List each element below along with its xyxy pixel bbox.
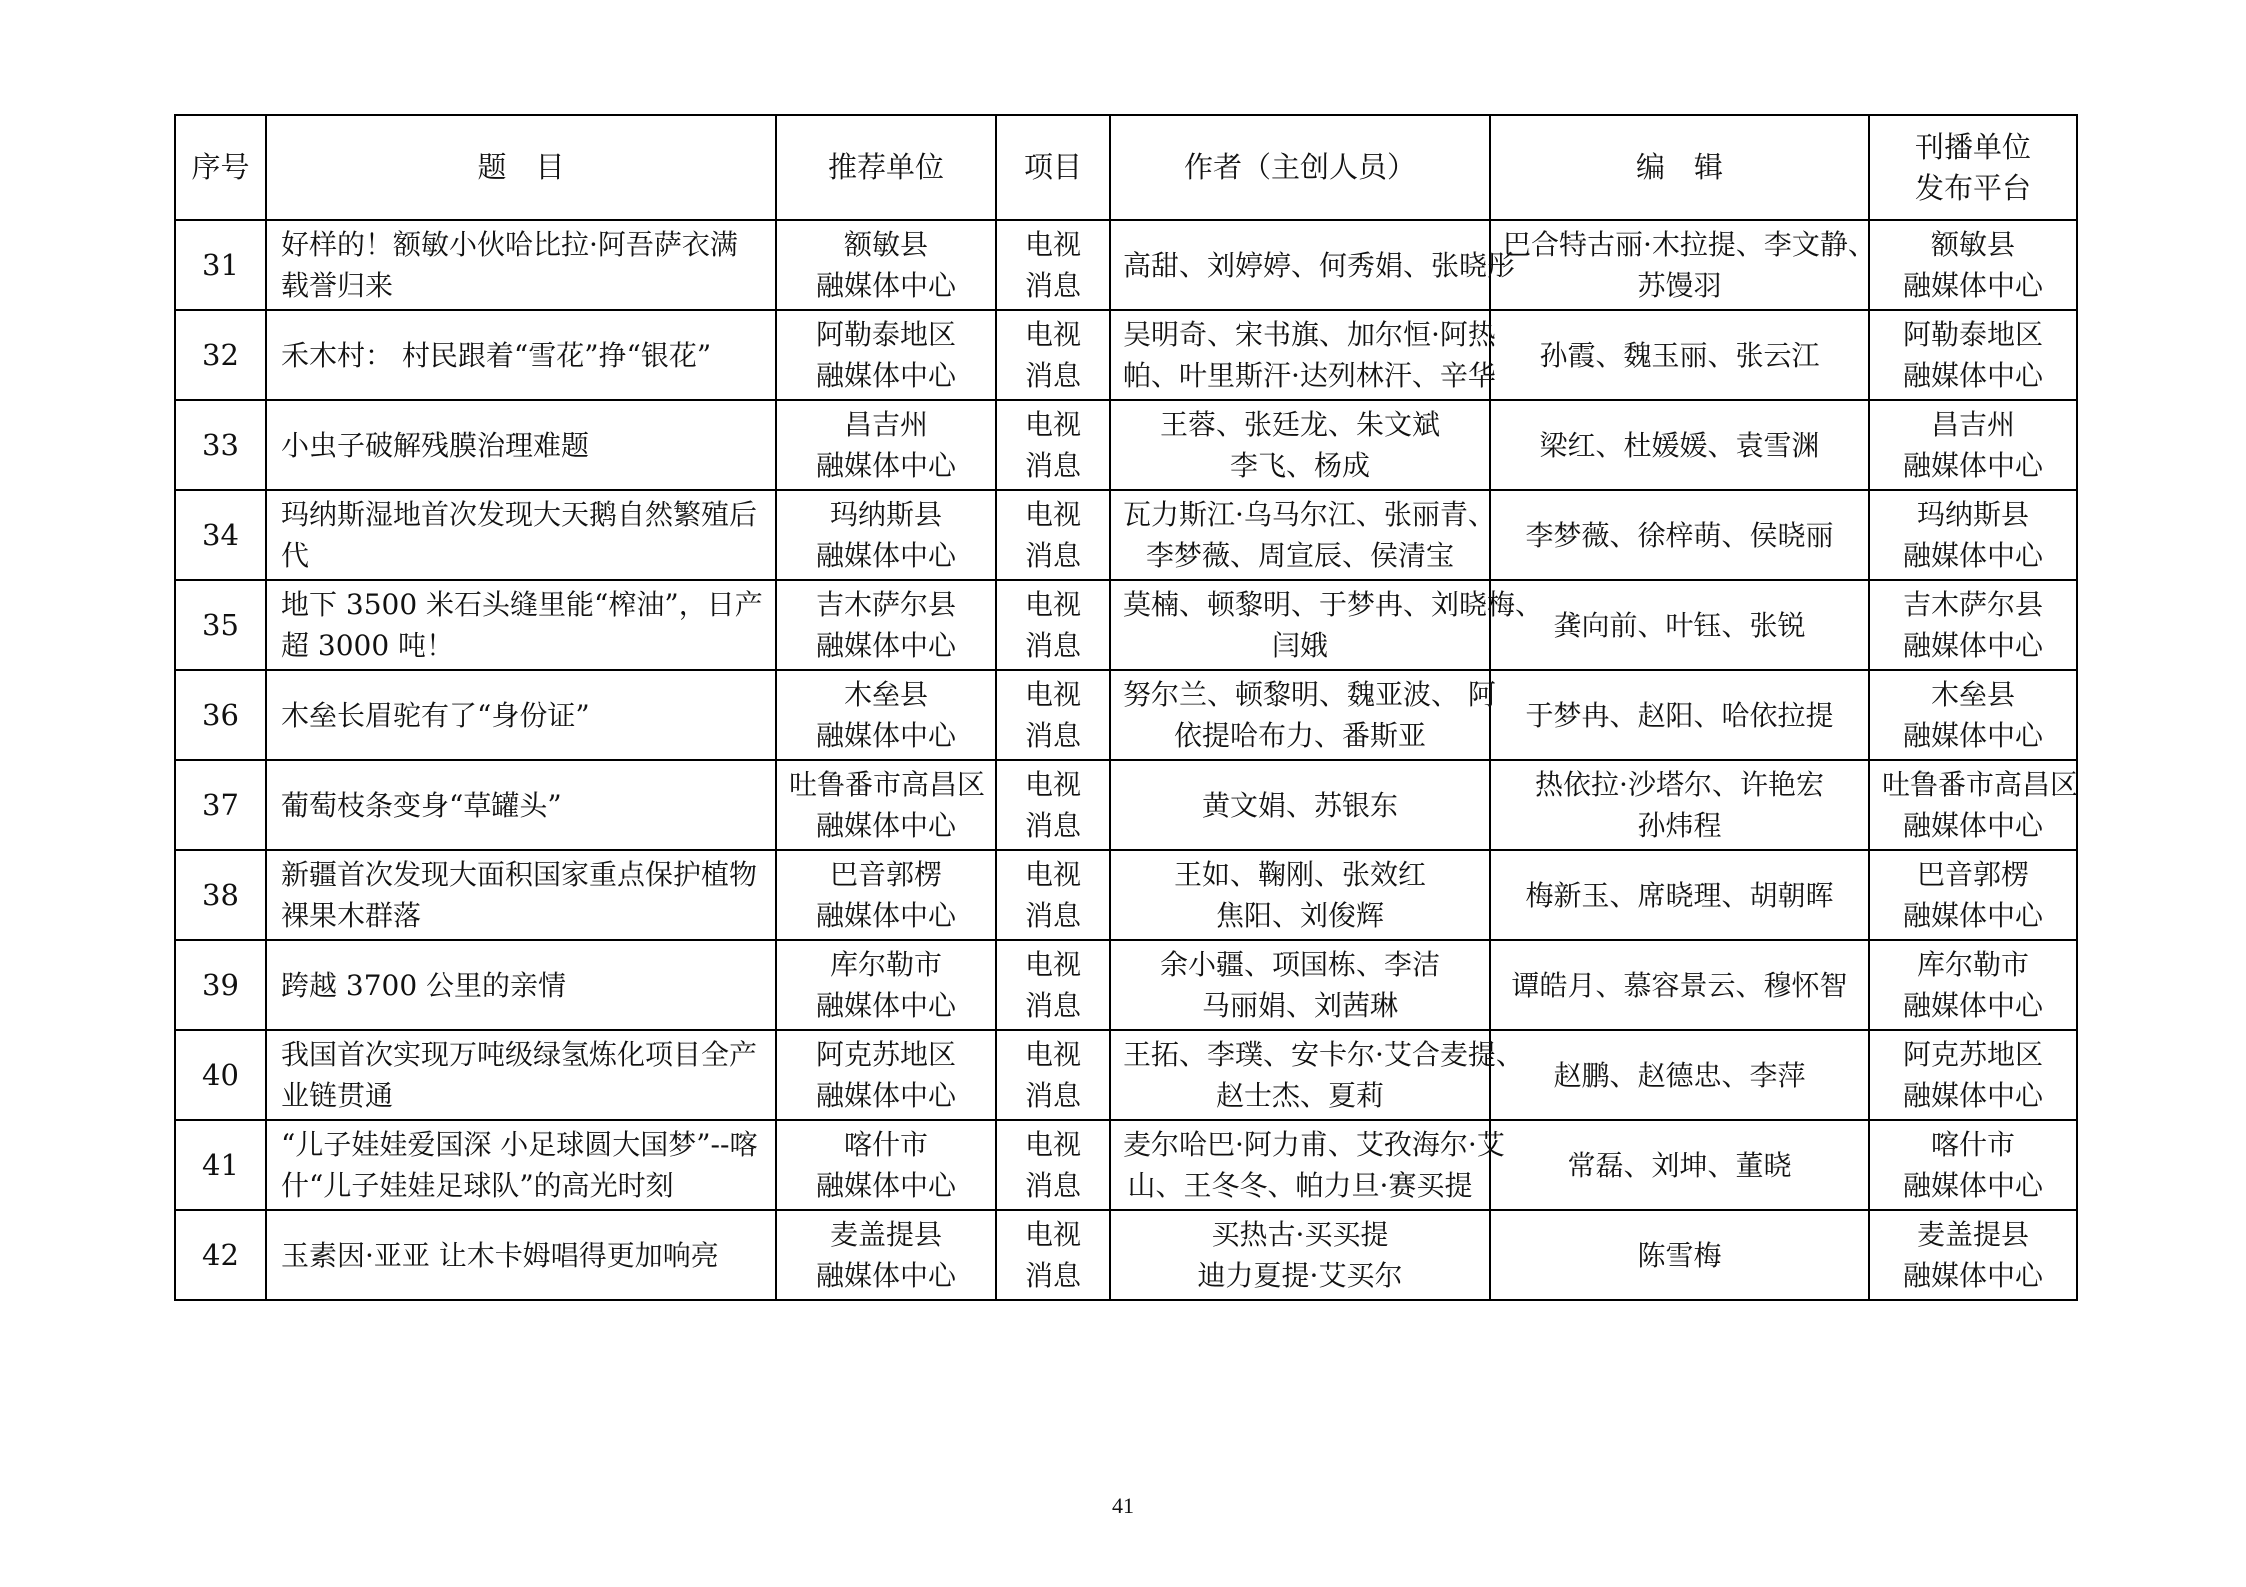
cell-editor <box>1490 490 1869 580</box>
header-item: 项目 <box>996 115 1110 220</box>
cell-unit <box>776 940 996 1030</box>
cell-author-line: 努尔兰、顿黎明、魏亚波、 阿 <box>1123 678 1496 711</box>
cell-unit-line: 吐鲁番市高昌区 <box>789 768 986 801</box>
cell-item-line: 电视 <box>1024 1128 1081 1161</box>
table-row <box>175 850 2077 940</box>
cell-publisher <box>1869 670 2077 760</box>
cell-unit-line: 融媒体中心 <box>815 1079 956 1112</box>
cell-unit-line: 阿克苏地区 <box>815 1038 956 1071</box>
cell-author <box>1110 1210 1490 1300</box>
cell-publisher-line: 库尔勒市 <box>1916 948 2029 981</box>
cell-editor <box>1490 310 1869 400</box>
cell-author-line: 麦尔哈巴·阿力甫、艾孜海尔·艾 <box>1123 1128 1505 1161</box>
cell-seq: 38 <box>175 850 266 940</box>
cell-seq: 35 <box>175 580 266 670</box>
cell-unit <box>776 490 996 580</box>
cell-publisher-line: 玛纳斯县 <box>1916 498 2029 531</box>
cell-title: 玛纳斯湿地首次发现大天鹅自然繁殖后代 <box>266 490 776 580</box>
cell-publisher-line: 融媒体中心 <box>1902 1079 2043 1112</box>
cell-author-line: 李飞、杨成 <box>1229 449 1370 482</box>
cell-unit <box>776 310 996 400</box>
cell-publisher <box>1869 220 2077 310</box>
cell-item-line: 电视 <box>1024 948 1081 981</box>
cell-author-line: 买热古·买买提 <box>1211 1218 1389 1251</box>
cell-author-line: 高甜、刘婷婷、何秀娟、张晓彤 <box>1123 248 1516 282</box>
cell-publisher-line: 融媒体中心 <box>1902 629 2043 662</box>
cell-seq: 34 <box>175 490 266 580</box>
cell-unit <box>776 1210 996 1300</box>
cell-unit-line: 融媒体中心 <box>815 449 956 482</box>
cell-seq: 31 <box>175 220 266 310</box>
cell-unit-line: 麦盖提县 <box>829 1218 942 1251</box>
cell-item-line: 消息 <box>1024 269 1081 302</box>
cell-item <box>996 490 1110 580</box>
cell-item <box>996 220 1110 310</box>
cell-author-line: 王如、鞠刚、张效红 <box>1173 858 1426 891</box>
cell-title: 小虫子破解残膜治理难题 <box>266 400 776 490</box>
cell-editor <box>1490 220 1876 310</box>
cell-author <box>1110 760 1490 850</box>
cell-item <box>996 580 1110 670</box>
cell-publisher-line: 巴音郭楞 <box>1916 858 2029 891</box>
cell-author <box>1110 1120 1505 1210</box>
cell-title: 禾木村： 村民跟着“雪花”挣“银花” <box>266 310 776 400</box>
cell-item-line: 消息 <box>1024 719 1081 752</box>
cell-item-line: 消息 <box>1024 989 1081 1022</box>
cell-publisher <box>1869 580 2077 670</box>
cell-author-line: 李梦薇、周宣辰、侯清宝 <box>1145 539 1454 572</box>
cell-item <box>996 400 1110 490</box>
table-row <box>175 1210 2077 1300</box>
cell-unit <box>776 400 996 490</box>
cell-author-line: 余小疆、项国栋、李洁 <box>1159 948 1440 981</box>
cell-author-line: 帕、叶里斯汗·达列林汗、辛华 <box>1123 359 1496 392</box>
cell-author-line: 依提哈布力、番斯亚 <box>1173 719 1426 752</box>
cell-item <box>996 940 1110 1030</box>
table-row <box>175 580 2077 670</box>
cell-publisher-line: 额敏县 <box>1930 228 2015 261</box>
cell-unit-line: 融媒体中心 <box>815 539 956 572</box>
cell-unit <box>776 670 996 760</box>
cell-author-line: 焦阳、刘俊辉 <box>1215 899 1384 932</box>
header-publisher-line: 刊播单位 <box>1914 129 2031 164</box>
cell-item-line: 电视 <box>1024 678 1081 711</box>
cell-unit-line: 融媒体中心 <box>815 629 956 662</box>
cell-publisher-line: 木垒县 <box>1930 678 2015 711</box>
cell-author-line: 瓦力斯江·乌马尔江、张丽青、 <box>1123 498 1496 531</box>
header-publisher <box>1869 115 2077 220</box>
cell-item-line: 消息 <box>1024 899 1081 932</box>
table-row <box>175 760 2077 850</box>
cell-editor <box>1490 400 1869 490</box>
cell-author <box>1110 220 1516 310</box>
cell-author-line: 迪力夏提·艾买尔 <box>1197 1259 1403 1292</box>
cell-author <box>1110 490 1496 580</box>
table-body <box>175 220 2077 1300</box>
cell-seq: 41 <box>175 1120 266 1210</box>
cell-author <box>1110 400 1490 490</box>
cell-author-line: 黄文娟、苏银东 <box>1201 788 1398 822</box>
cell-publisher <box>1869 1210 2077 1300</box>
cell-unit-line: 阿勒泰地区 <box>815 318 956 351</box>
cell-unit-line: 融媒体中心 <box>815 899 956 932</box>
cell-title: 葡萄枝条变身“草罐头” <box>266 760 776 850</box>
cell-publisher-line: 融媒体中心 <box>1902 1169 2043 1202</box>
header-unit: 推荐单位 <box>776 115 996 220</box>
cell-publisher <box>1869 490 2077 580</box>
cell-unit-line: 融媒体中心 <box>815 989 956 1022</box>
cell-publisher-line: 融媒体中心 <box>1902 359 2043 392</box>
cell-author <box>1110 580 1544 670</box>
table-row <box>175 400 2077 490</box>
cell-item-line: 消息 <box>1024 449 1081 482</box>
cell-item-line: 消息 <box>1024 1259 1081 1292</box>
cell-publisher <box>1869 940 2077 1030</box>
cell-item-line: 电视 <box>1024 1038 1081 1071</box>
cell-unit-line: 吉木萨尔县 <box>815 588 956 621</box>
cell-author-line: 山、王冬冬、帕力旦·赛买提 <box>1127 1169 1473 1202</box>
cell-item-line: 消息 <box>1024 539 1081 572</box>
cell-author <box>1110 670 1496 760</box>
header-publisher-line: 发布平台 <box>1914 170 2031 205</box>
cell-editor-line: 梅新玉、席晓理、胡朝晖 <box>1525 878 1834 912</box>
cell-author-line: 王蓉、张廷龙、朱文斌 <box>1159 408 1440 441</box>
cell-unit <box>776 760 996 850</box>
cell-editor-line: 谭皓月、慕容景云、穆怀智 <box>1511 968 1848 1002</box>
cell-publisher <box>1869 760 2077 850</box>
cell-item-line: 消息 <box>1024 629 1081 662</box>
cell-title: 木垒长眉驼有了“身份证” <box>266 670 776 760</box>
table-row <box>175 670 2077 760</box>
cell-item-line: 电视 <box>1024 588 1081 621</box>
cell-seq: 39 <box>175 940 266 1030</box>
cell-editor <box>1490 580 1869 670</box>
cell-unit-line: 融媒体中心 <box>815 1169 956 1202</box>
cell-item-line: 电视 <box>1024 498 1081 531</box>
cell-editor-line: 常磊、刘坤、董晓 <box>1567 1148 1792 1182</box>
cell-unit <box>776 850 996 940</box>
cell-unit <box>776 580 996 670</box>
cell-title: “儿子娃娃爱国深 小足球圆大国梦”--喀什“儿子娃娃足球队”的高光时刻 <box>266 1120 776 1210</box>
cell-item-line: 消息 <box>1024 809 1081 842</box>
cell-unit-line: 融媒体中心 <box>815 809 956 842</box>
table-header <box>175 115 2077 220</box>
cell-title: 新疆首次发现大面积国家重点保护植物裸果木群落 <box>266 850 776 940</box>
cell-author <box>1110 1030 1524 1120</box>
cell-item <box>996 1120 1110 1210</box>
cell-seq: 36 <box>175 670 266 760</box>
cell-item <box>996 670 1110 760</box>
cell-unit <box>776 1030 996 1120</box>
cell-unit-line: 额敏县 <box>843 228 928 261</box>
cell-item <box>996 1030 1110 1120</box>
cell-publisher <box>1869 400 2077 490</box>
cell-publisher <box>1869 310 2077 400</box>
cell-publisher-line: 阿勒泰地区 <box>1902 318 2043 351</box>
cell-publisher-line: 融媒体中心 <box>1902 899 2043 932</box>
table-row <box>175 490 2077 580</box>
table-row <box>175 1030 2077 1120</box>
cell-item <box>996 760 1110 850</box>
cell-item-line: 电视 <box>1024 858 1081 891</box>
cell-title: 我国首次实现万吨级绿氢炼化项目全产业链贯通 <box>266 1030 776 1120</box>
cell-publisher-line: 融媒体中心 <box>1902 1259 2043 1292</box>
header-seq: 序号 <box>175 115 266 220</box>
award-list-table <box>174 114 2078 1301</box>
header-editor: 编 辑 <box>1490 115 1869 220</box>
cell-seq: 40 <box>175 1030 266 1120</box>
cell-editor-line: 于梦冉、赵阳、哈依拉提 <box>1525 698 1834 732</box>
cell-unit <box>776 220 996 310</box>
cell-title: 好样的！额敏小伙哈比拉·阿吾萨衣满载誉归来 <box>266 220 776 310</box>
cell-seq: 33 <box>175 400 266 490</box>
cell-author <box>1110 850 1490 940</box>
cell-author <box>1110 310 1496 400</box>
cell-title: 玉素因·亚亚 让木卡姆唱得更加响亮 <box>266 1210 776 1300</box>
cell-item-line: 电视 <box>1024 768 1081 801</box>
cell-seq: 42 <box>175 1210 266 1300</box>
cell-publisher-line: 吉木萨尔县 <box>1902 588 2043 621</box>
cell-author-line: 闫娥 <box>1271 629 1328 662</box>
cell-unit-line: 库尔勒市 <box>829 948 942 981</box>
cell-editor <box>1490 940 1869 1030</box>
cell-item <box>996 1210 1110 1300</box>
cell-publisher-line: 融媒体中心 <box>1902 809 2043 842</box>
cell-item-line: 电视 <box>1024 228 1081 261</box>
cell-item-line: 消息 <box>1024 1169 1081 1202</box>
cell-unit-line: 喀什市 <box>843 1128 928 1161</box>
cell-publisher-line: 融媒体中心 <box>1902 539 2043 572</box>
cell-editor <box>1490 1210 1869 1300</box>
cell-editor-line: 巴合特古丽·木拉提、李文静、 <box>1503 228 1876 261</box>
cell-unit-line: 巴音郭楞 <box>829 858 942 891</box>
cell-author <box>1110 940 1490 1030</box>
cell-author-line: 王拓、李璞、安卡尔·艾合麦提、 <box>1123 1038 1524 1071</box>
cell-author-line: 赵士杰、夏莉 <box>1215 1079 1384 1112</box>
table-row <box>175 1120 2077 1210</box>
cell-publisher <box>1869 850 2077 940</box>
header-row <box>175 115 2077 220</box>
cell-item-line: 电视 <box>1024 408 1081 441</box>
cell-editor <box>1490 850 1869 940</box>
cell-seq: 37 <box>175 760 266 850</box>
cell-editor-line: 龚向前、叶钰、张锐 <box>1553 608 1806 642</box>
cell-item-line: 消息 <box>1024 359 1081 392</box>
cell-publisher-line: 昌吉州 <box>1930 408 2015 441</box>
cell-unit-line: 融媒体中心 <box>815 1259 956 1292</box>
cell-editor <box>1490 1030 1869 1120</box>
cell-editor-line: 梁红、杜媛媛、袁雪渊 <box>1539 428 1820 462</box>
cell-item-line: 消息 <box>1024 1079 1081 1112</box>
cell-item-line: 电视 <box>1024 318 1081 351</box>
cell-publisher-line: 麦盖提县 <box>1916 1218 2029 1251</box>
cell-unit-line: 木垒县 <box>843 678 928 711</box>
cell-editor-line: 李梦薇、徐梓萌、侯晓丽 <box>1525 518 1834 552</box>
cell-editor <box>1490 760 1869 850</box>
cell-author-line: 吴明奇、宋书旗、加尔恒·阿热 <box>1123 318 1496 351</box>
cell-publisher-line: 吐鲁番市高昌区 <box>1882 768 2079 801</box>
cell-unit-line: 融媒体中心 <box>815 359 956 392</box>
header-author: 作者（主创人员） <box>1110 115 1490 220</box>
cell-title: 地下 3500 米石头缝里能“榨油”，日产超 3000 吨！ <box>266 580 776 670</box>
cell-item <box>996 850 1110 940</box>
cell-editor <box>1490 670 1869 760</box>
cell-unit-line: 融媒体中心 <box>815 719 956 752</box>
cell-unit-line: 玛纳斯县 <box>829 498 942 531</box>
cell-editor-line: 苏馒羽 <box>1637 269 1722 302</box>
table-row <box>175 220 2077 310</box>
cell-author-line: 莫楠、顿黎明、于梦冉、刘晓梅、 <box>1123 588 1544 621</box>
cell-editor-line: 热依拉·沙塔尔、许艳宏 <box>1535 768 1824 801</box>
cell-seq: 32 <box>175 310 266 400</box>
cell-editor-line: 陈雪梅 <box>1637 1238 1722 1272</box>
cell-publisher-line: 融媒体中心 <box>1902 719 2043 752</box>
cell-unit-line: 昌吉州 <box>843 408 928 441</box>
cell-editor-line: 赵鹏、赵德忠、李萍 <box>1553 1058 1806 1092</box>
header-title: 题 目 <box>266 115 776 220</box>
cell-publisher-line: 融媒体中心 <box>1902 269 2043 302</box>
cell-publisher-line: 融媒体中心 <box>1902 449 2043 482</box>
cell-publisher <box>1869 1120 2077 1210</box>
cell-unit-line: 融媒体中心 <box>815 269 956 302</box>
cell-unit <box>776 1120 996 1210</box>
cell-title: 跨越 3700 公里的亲情 <box>266 940 776 1030</box>
cell-publisher-line: 融媒体中心 <box>1902 989 2043 1022</box>
cell-editor <box>1490 1120 1869 1210</box>
cell-item <box>996 310 1110 400</box>
cell-author-line: 马丽娟、刘茜琳 <box>1201 989 1398 1022</box>
cell-publisher <box>1869 1030 2077 1120</box>
cell-item-line: 电视 <box>1024 1218 1081 1251</box>
table-row <box>175 310 2077 400</box>
cell-editor-line: 孙霞、魏玉丽、张云江 <box>1539 338 1820 372</box>
table-row <box>175 940 2077 1030</box>
cell-publisher-line: 喀什市 <box>1930 1128 2015 1161</box>
page-number: 41 <box>1112 1493 1134 1518</box>
cell-publisher-line: 阿克苏地区 <box>1902 1038 2043 1071</box>
cell-editor-line: 孙炜程 <box>1637 809 1722 842</box>
